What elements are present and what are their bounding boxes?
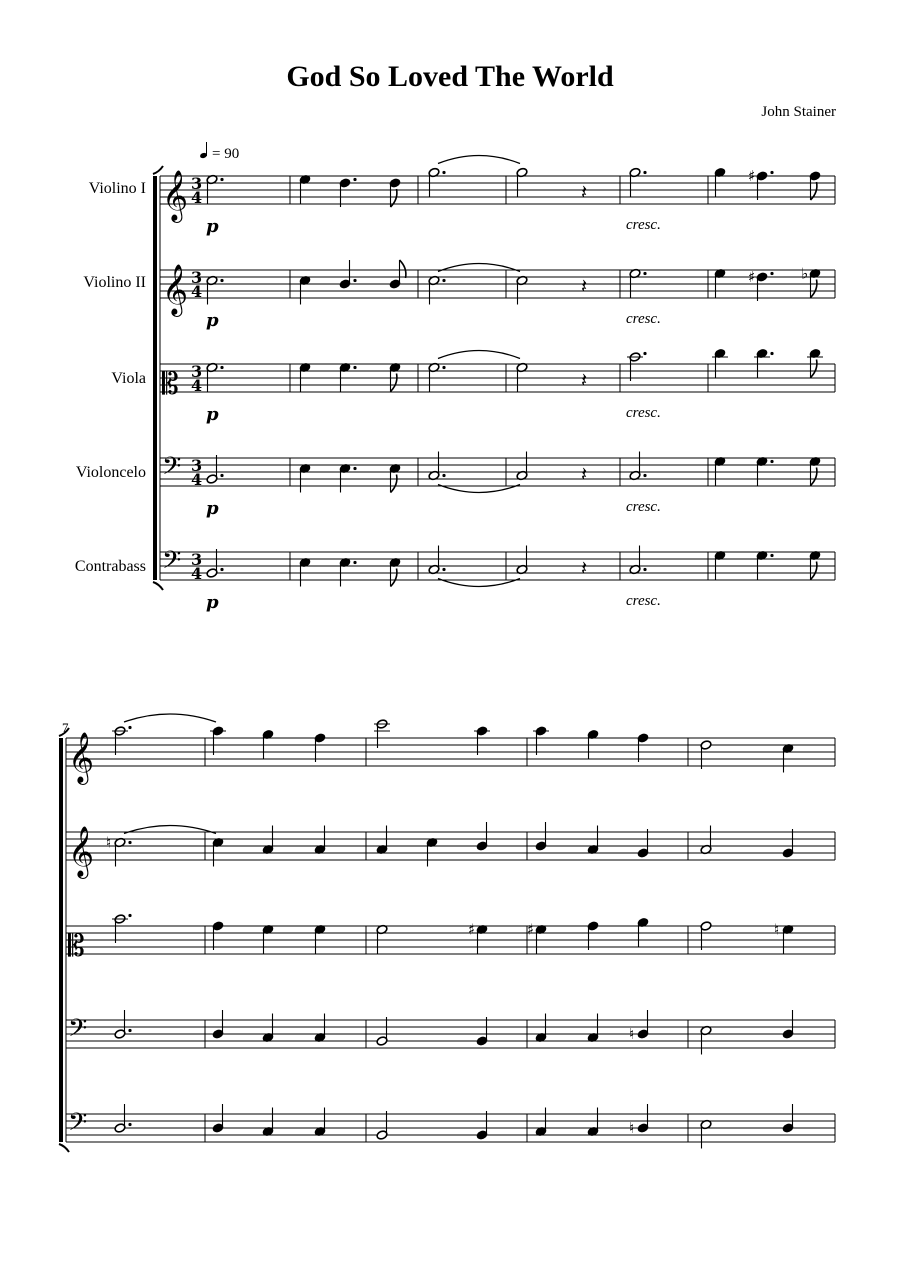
augmentation-dot [353,366,356,369]
augmentation-dot [128,1123,131,1126]
bass-clef-icon: 𝄢 [162,452,182,487]
quarter-rest-icon: 𝄽 [581,462,588,486]
tie [124,714,216,722]
augmentation-dot [353,561,356,564]
treble-clef-icon: 𝄞 [68,826,95,877]
augmentation-dot [220,279,223,282]
augmentation-dot [770,554,773,557]
augmentation-dot [128,1029,131,1032]
treble-clef-icon: 𝄞 [68,732,95,783]
accidental: ♮ [629,1119,635,1137]
crescendo-marking: cresc. [626,217,661,233]
augmentation-dot [442,171,445,174]
augmentation-dot [442,366,445,369]
augmentation-dot [643,272,646,275]
augmentation-dot [442,568,445,571]
augmentation-dot [128,726,131,729]
augmentation-dot [643,352,646,355]
augmentation-dot [770,352,773,355]
instrument-label-violin-1: Violino I [88,180,146,197]
augmentation-dot [220,178,223,181]
bracket-bottom-hook [153,582,163,590]
augmentation-dot [353,467,356,470]
augmentation-dot [220,474,223,477]
accidental: ♯ [527,920,535,939]
accidental: ♮ [106,833,112,852]
quarter-rest-icon: 𝄽 [581,368,588,392]
treble-clef-icon: 𝄞 [162,170,189,221]
dynamic-piano: p [206,310,219,331]
bass-clef-icon: 𝄢 [68,1014,88,1049]
dynamic-piano: p [206,216,219,237]
crescendo-marking: cresc. [626,311,661,327]
eighth-flag [391,475,397,493]
measure-number: 7 [62,720,69,735]
time-signature-numerator: 3 [191,362,203,381]
augmentation-dot [643,474,646,477]
time-signature-numerator: 3 [191,550,203,569]
augmentation-dot [770,272,773,275]
augmentation-dot [128,914,131,917]
accidental: ♮ [629,1025,635,1043]
instrument-label-contrabass: Contrabass [74,558,146,575]
tie [438,156,520,164]
quarter-rest-icon: 𝄽 [581,556,588,580]
augmentation-dot [643,171,646,174]
crescendo-marking: cresc. [626,593,661,609]
bass-clef-icon: 𝄢 [162,546,182,581]
time-signature-denominator: 4 [191,564,203,583]
augmentation-dot [220,366,223,369]
crescendo-marking: cresc. [626,499,661,515]
accidental: ♮ [774,920,780,939]
crescendo-marking: cresc. [626,405,661,421]
augmentation-dot [353,279,356,282]
eighth-flag [811,468,817,486]
augmentation-dot [770,460,773,463]
augmentation-dot [770,171,773,174]
eighth-flag [391,374,397,392]
quarter-rest-icon: 𝄽 [581,274,588,298]
dynamic-piano: p [206,498,219,519]
accidental: ♯ [468,920,476,939]
augmentation-dot [643,568,646,571]
tempo-text: = 90 [212,146,240,162]
time-signature-numerator: 3 [191,174,203,193]
accidental: ♯ [748,268,756,286]
augmentation-dot [442,279,445,282]
dynamic-piano: p [206,404,219,425]
time-signature-denominator: 4 [191,188,203,207]
time-signature-numerator: 3 [191,268,203,287]
augmentation-dot [442,474,445,477]
accidental: ♯ [748,167,756,185]
treble-clef-icon: 𝄞 [162,264,189,315]
instrument-label-violin-2: Violino II [83,274,146,291]
augmentation-dot [128,841,131,844]
time-signature-denominator: 4 [191,470,203,489]
eighth-flag [811,562,817,580]
accidental: ♭ [801,264,809,283]
time-signature-denominator: 4 [191,376,203,395]
composer-name: John Stainer [761,104,836,120]
eighth-flag [391,569,397,587]
time-signature-denominator: 4 [191,282,203,301]
quarter-rest-icon: 𝄽 [581,180,588,204]
instrument-label-cello: Violoncelo [75,464,146,481]
tie [438,351,520,359]
alto-clef-icon: 𝄡 [68,929,85,964]
eighth-flag [400,260,406,278]
bracket-bottom-hook [59,1144,69,1152]
eighth-flag [811,360,817,378]
time-signature-numerator: 3 [191,456,203,475]
bass-clef-icon: 𝄢 [68,1108,88,1143]
instrument-label-viola: Viola [111,370,146,387]
augmentation-dot [220,568,223,571]
augmentation-dot [353,178,356,181]
score-title: God So Loved The World [286,60,614,93]
eighth-flag [811,280,817,298]
dynamic-piano: p [206,592,219,613]
alto-clef-icon: 𝄡 [162,367,179,402]
